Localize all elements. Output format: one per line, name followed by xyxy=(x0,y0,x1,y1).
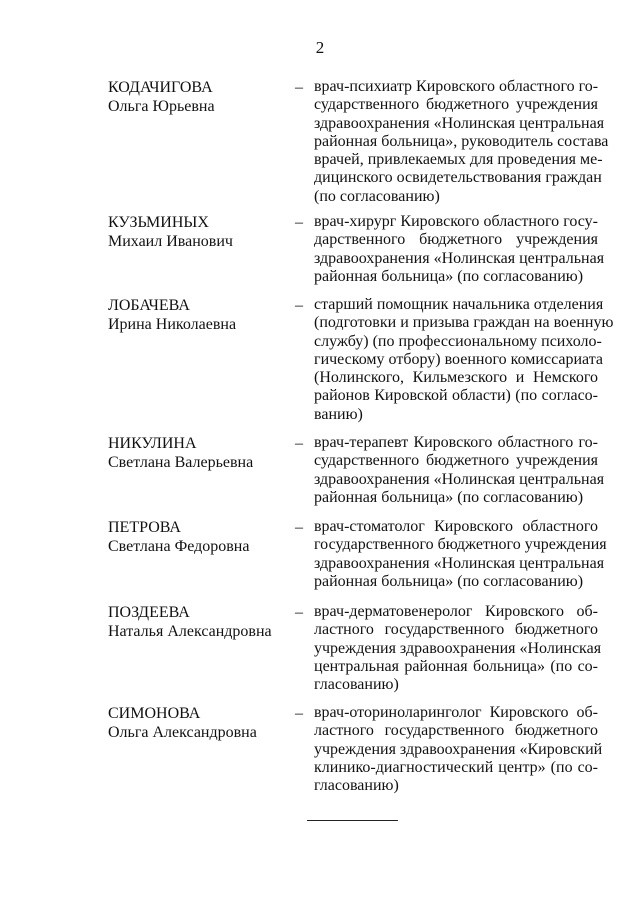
page-number: 2 xyxy=(315,38,325,57)
member-position xyxy=(314,704,603,795)
member-given-names: Наталья Александровна xyxy=(108,623,272,640)
position-line: центральная районная больница» (по со- xyxy=(314,657,598,675)
separator-dash: – xyxy=(295,519,303,536)
position-line: старший помощник начальника отделения xyxy=(314,296,604,313)
member-position xyxy=(314,296,614,424)
separator-dash: – xyxy=(295,705,303,722)
position-line: районов Кировской области) (по согласо- xyxy=(314,387,598,405)
member-position xyxy=(314,78,609,206)
member-name xyxy=(108,213,288,251)
member-surname: ЛОБАЧЕВА xyxy=(108,297,190,314)
member-name xyxy=(108,603,288,641)
position-line: сударственного бюджетного учреждения xyxy=(314,452,598,470)
member-name xyxy=(108,434,288,472)
separator-dash: – xyxy=(295,79,303,96)
member-given-names: Михаил Иванович xyxy=(108,233,233,250)
position-line: районная больница» (по согласованию) xyxy=(314,572,584,590)
position-line: здравоохранения «Нолинская центральная xyxy=(314,114,605,132)
separator-dash: – xyxy=(295,214,303,231)
position-line: сударственного бюджетного учреждения xyxy=(314,96,598,114)
separator-dash: – xyxy=(295,604,303,621)
position-line: клинико-диагностический центр» (по со- xyxy=(314,758,598,776)
position-line: здравоохранения «Нолинская центральная xyxy=(314,554,605,572)
position-line: службу) (по профессиональному психоло- xyxy=(314,332,602,350)
member-given-names: Ольга Юрьевна xyxy=(108,98,215,115)
separator-dash: – xyxy=(295,435,303,452)
position-line: учреждения здравоохранения «Кировский xyxy=(314,740,603,758)
end-of-list-rule xyxy=(307,820,398,821)
member-name xyxy=(108,296,288,334)
position-line: врач-оториноларинголог Кировского об- xyxy=(314,704,598,721)
position-line: районная больница» (по согласованию) xyxy=(314,488,584,506)
member-name xyxy=(108,518,288,556)
position-line: ластного государственного бюджетного xyxy=(314,621,598,639)
position-line: (подготовки и призыва граждан на военную xyxy=(314,314,614,332)
member-given-names: Светлана Валерьевна xyxy=(108,454,254,471)
position-line: районная больница», руководитель состава xyxy=(314,132,609,150)
position-line: гласованию) xyxy=(314,676,399,694)
position-line: здравоохранения «Нолинская центральная xyxy=(314,470,605,488)
position-line: врач-терапевт Кировского областного го- xyxy=(314,434,598,451)
position-line: учреждения здравоохранения «Нолинская xyxy=(314,639,602,657)
position-line: дицинского освидетельствования граждан xyxy=(314,169,602,187)
separator-dash: – xyxy=(295,297,303,314)
position-line: (по согласованию) xyxy=(314,187,440,205)
member-given-names: Ольга Александровна xyxy=(108,724,257,741)
position-line: (Нолинского, Кильмезского и Немского xyxy=(314,369,598,387)
position-line: государственного бюджетного учреждения xyxy=(314,536,607,554)
member-position xyxy=(314,434,605,507)
member-position xyxy=(314,518,607,591)
member-name xyxy=(108,78,288,116)
position-line: врач-дерматовенеролог Кировского об- xyxy=(314,603,598,620)
member-surname: КУЗЬМИНЫХ xyxy=(108,214,209,231)
position-line: врач-психиатр Кировского областного го- xyxy=(314,78,599,95)
position-line: ластного государственного бюджетного xyxy=(314,722,598,740)
position-line: ванию) xyxy=(314,405,363,423)
position-line: врач-хирург Кировского областного госу- xyxy=(314,213,598,230)
position-line: врачей, привлекаемых для проведения ме- xyxy=(314,151,603,169)
member-surname: СИМОНОВА xyxy=(108,705,201,722)
position-line: гическому отбору) военного комиссариата xyxy=(314,350,604,368)
member-given-names: Светлана Федоровна xyxy=(108,538,250,555)
member-surname: КОДАЧИГОВА xyxy=(108,79,213,96)
member-surname: ПЕТРОВА xyxy=(108,519,181,536)
position-line: врач-стоматолог Кировского областного xyxy=(314,518,598,535)
member-surname: ПОЗДЕЕВА xyxy=(108,604,190,621)
position-line: районная больница» (по согласованию) xyxy=(314,267,584,285)
position-line: дарственного бюджетного учреждения xyxy=(314,231,598,249)
member-position xyxy=(314,603,602,694)
position-line: здравоохранения «Нолинская центральная xyxy=(314,249,605,267)
member-surname: НИКУЛИНА xyxy=(108,435,197,452)
member-position xyxy=(314,213,605,286)
member-name xyxy=(108,704,288,742)
position-line: гласованию) xyxy=(314,777,399,795)
member-given-names: Ирина Николаевна xyxy=(108,316,237,333)
